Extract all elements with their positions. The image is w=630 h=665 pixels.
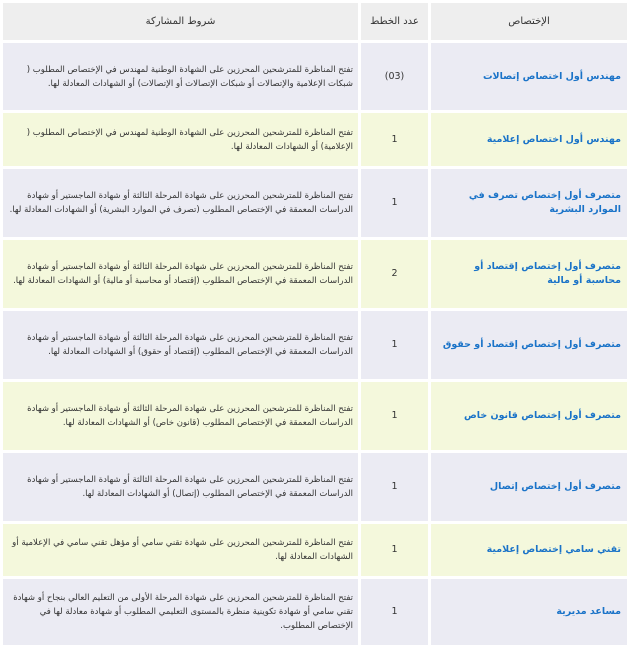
conditions-cell: تفتح المناظرة للمترشحين المحرزين على شهادة المرحلة الثالثة أو شهادة الماجستير أو شهادة الدراسات المعمقة في الإختصاص المطلوب (قانون خاص) أو الشهادات المعادلة لها.	[3, 382, 358, 450]
table-row	[3, 311, 627, 379]
specialty-cell: مهندس أول اختصاص إعلامية	[431, 113, 627, 166]
posts-cell: 1	[361, 169, 428, 237]
conditions-cell: تفتح المناظرة للمترشحين المحرزين على الشهادة الوطنية لمهندس في الإختصاص المطلوب ( شبكات الإعلامية والإتصالات أو شبكات الإتصالات أو الإتصالات) أو الشهادات المعادلة لها.	[3, 43, 358, 110]
table-header-row	[3, 3, 627, 40]
posts-cell: 1	[361, 524, 428, 576]
conditions-cell: تفتح المناظرة للمترشحين المحرزين على شهادة تقني سامي أو مؤهل تقني سامي في الإعلامية أو الشهادات المعادلة لها.	[3, 524, 358, 576]
table-row	[3, 382, 627, 450]
posts-cell: 1	[361, 382, 428, 450]
table-row	[3, 524, 627, 576]
header-specialty: الإختصاص	[431, 3, 627, 40]
posts-cell: 1	[361, 453, 428, 521]
header-conditions: شروط المشاركة	[3, 3, 358, 40]
specialty-cell: متصرف أول إختصاص إقتصاد أو محاسبة أو مالية	[431, 240, 627, 308]
table-row	[3, 169, 627, 237]
posts-cell: 1	[361, 113, 428, 166]
conditions-cell: تفتح المناظرة للمترشحين المحرزين على شهادة المرحلة الثالثة أو شهادة الماجستير أو شهادة الدراسات المعمقة في الإختصاص المطلوب (تصرف في الموارد البشرية) أو الشهادات المعادلة لها.	[3, 169, 358, 237]
posts-cell: 1	[361, 311, 428, 379]
specialty-cell: متصرف أول إختصاص تصرف في الموارد البشرية	[431, 169, 627, 237]
specialty-cell: مهندس أول اختصاص إتصالات	[431, 43, 627, 110]
table-row	[3, 43, 627, 110]
table-row	[3, 453, 627, 521]
specialty-cell: متصرف أول إختصاص إقتصاد أو حقوق	[431, 311, 627, 379]
specialty-cell: تقني سامي إختصاص إعلامية	[431, 524, 627, 576]
table-row	[3, 240, 627, 308]
specialty-cell: مساعد مديرية	[431, 579, 627, 645]
posts-cell: 2	[361, 240, 428, 308]
specialty-cell: متصرف أول إختصاص قانون خاص	[431, 382, 627, 450]
conditions-cell: تفتح المناظرة للمترشحين المحرزين على الشهادة الوطنية لمهندس في الإختصاص المطلوب ( الإعلامية) أو الشهادات المعادلة لها.	[3, 113, 358, 166]
posts-cell: (03)	[361, 43, 428, 110]
table-row	[3, 113, 627, 166]
posts-cell: 1	[361, 579, 428, 645]
specialty-cell: متصرف أول إختصاص إتصال	[431, 453, 627, 521]
conditions-cell: تفتح المناظرة للمترشحين المحرزين على شهادة المرحلة الأولى من التعليم العالي بنجاح أو شهادة تقني سامي أو شهادة تكوينية منظرة بالمستوى التعليمي المطلوب أو شهادة معادلة لها في الإختصاص المطلوب.	[3, 579, 358, 645]
table-row	[3, 579, 627, 645]
header-posts: عدد الخطط	[361, 3, 428, 40]
conditions-cell: تفتح المناظرة للمترشحين المحرزين على شهادة المرحلة الثالثة أو شهادة الماجستير أو شهادة الدراسات المعمقة في الإختصاص المطلوب (إقتصاد أو محاسبة أو مالية) أو الشهادات المعادلة لها.	[3, 240, 358, 308]
conditions-cell: تفتح المناظرة للمترشحين المحرزين على شهادة المرحلة الثالثة أو شهادة الماجستير أو شهادة الدراسات المعمقة في الإختصاص المطلوب (إقتصاد أو حقوق) أو الشهادات المعادلة لها.	[3, 311, 358, 379]
conditions-cell: تفتح المناظرة للمترشحين المحرزين على شهادة المرحلة الثالثة أو شهادة الماجستير أو شهادة الدراسات المعمقة في الإختصاص المطلوب (إتصال) أو الشهادات المعادلة لها.	[3, 453, 358, 521]
